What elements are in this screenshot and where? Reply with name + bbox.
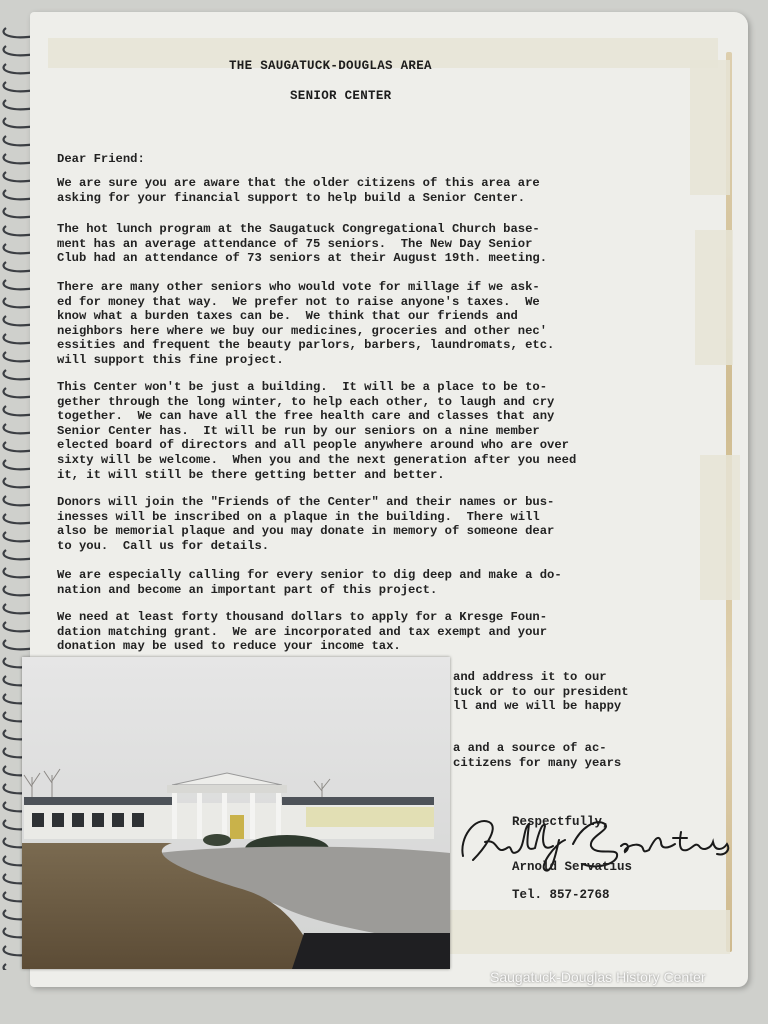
paragraph-5: Donors will join the "Friends of the Center" and their names or bus- inesses will be inscribed on a plaque in the building. There will also be memorial plaque and you may donate in memory of someone dear to you. Call us for details.: [57, 495, 555, 553]
paragraph-4: This Center won't be just a building. It will be a place to be to- gether through the long winter, to help each other, to laugh and cry together. We can have all the free health care and classes that any Senior Center has. It will be run by our seniors on a nine member elected board of directors and all people anywhere around who are over sixty will be welcome. When you and the next generation after you need it, it will still be there getting better and better.: [57, 380, 577, 482]
senior-center-building-image: [22, 657, 450, 969]
paragraph-7: We need at least forty thousand dollars to apply for a Kresge Foun- dation matching grant. We are incorporated and tax exempt and your donation may be used to reduce your income tax.: [57, 610, 548, 654]
paragraph-3: There are many other seniors who would vote for millage if we ask- ed for money that way. We prefer not to raise anyone's taxes. We know what a burden taxes can be. We think that our friends and neighbors here where we buy our medicines, groceries and other nec' essities and frequent the beauty parlors, barbers, laundromats, etc. will support this fine project.: [57, 280, 555, 367]
letter-title: THE SAUGATUCK-DOUGLAS AREA: [229, 59, 432, 73]
greeting: Dear Friend:: [57, 152, 145, 166]
letter-subtitle: SENIOR CENTER: [290, 89, 392, 103]
watermark: Saugatuck-Douglas History Center: [490, 969, 706, 985]
paragraph-2: The hot lunch program at the Saugatuck Congregational Church base- ment has an average attendance of 75 seniors. The New Day Senior Club had an attendance of 73 seniors at their August 19th. meeting.: [57, 222, 548, 266]
closing: Respectfully,: [512, 815, 610, 829]
phone-number: Tel. 857-2768: [512, 888, 610, 902]
tape-strip: [450, 910, 730, 954]
building-photo: [22, 657, 450, 969]
partial-lines-1: and address it to our tuck or to our president ll and we will be happy: [453, 670, 629, 714]
partial-lines-2: a and a source of ac- citizens for many years: [453, 741, 622, 770]
signer-name: Arnold Servatius: [512, 860, 633, 874]
paragraph-6: We are especially calling for every senior to dig deep and make a do- nation and become an important part of this project.: [57, 568, 562, 597]
paragraph-1: We are sure you are aware that the older citizens of this area are asking for your financial support to help build a Senior Center.: [57, 176, 540, 205]
tape-strip: [690, 60, 730, 195]
